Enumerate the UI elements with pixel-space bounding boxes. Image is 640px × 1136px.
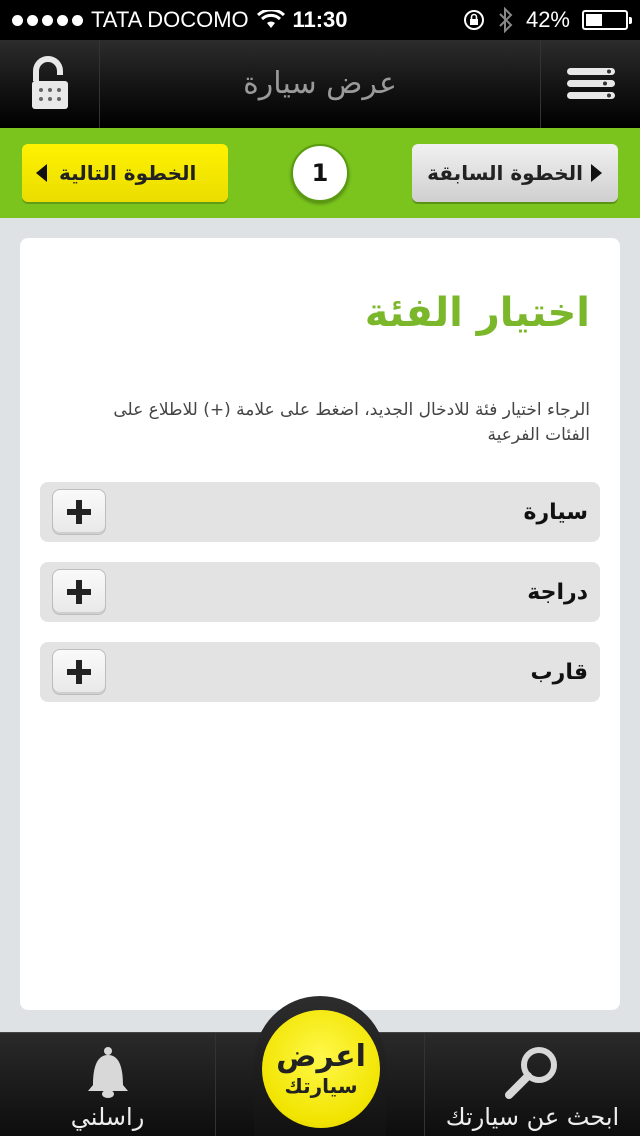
- tab-contact[interactable]: [0, 1033, 216, 1136]
- status-bar: [0, 0, 640, 40]
- step-bar: [0, 128, 640, 218]
- lock-open-icon: [28, 55, 72, 113]
- next-step-button[interactable]: [22, 144, 228, 202]
- category-row-bike[interactable]: [40, 562, 600, 622]
- tab-search[interactable]: [424, 1033, 640, 1136]
- section-title: اختيار الفئة: [364, 290, 590, 336]
- step-number-indicator: 1: [291, 144, 349, 202]
- menu-button[interactable]: [540, 40, 640, 128]
- category-label: قارب: [530, 659, 588, 685]
- sell-car-button[interactable]: [262, 1010, 380, 1128]
- section-description: الرجاء اختيار فئة للادخال الجديد، اضغط على علامة (+) للاطلاع على الفئات الفرعية: [113, 400, 590, 445]
- category-card: [20, 238, 620, 1010]
- expand-button[interactable]: [52, 649, 106, 695]
- category-row-car[interactable]: [40, 482, 600, 542]
- category-label: سيارة: [523, 499, 588, 525]
- page-title: عرض سيارة: [243, 66, 397, 101]
- battery-percent: 42%: [525, 7, 570, 32]
- arrow-right-icon: [591, 164, 602, 182]
- plus-icon: [66, 499, 92, 525]
- previous-step-button[interactable]: [412, 144, 618, 202]
- tab-contact-label: راسلني: [70, 1103, 145, 1131]
- signal-strength-icon: [12, 15, 83, 26]
- plus-icon: [66, 659, 92, 685]
- battery-icon: [582, 10, 628, 30]
- carrier-name: TATA DOCOMO: [91, 7, 249, 32]
- sell-car-label-line1: اعرض: [276, 1039, 366, 1074]
- wifi-icon: [257, 10, 285, 30]
- search-icon: [501, 1045, 565, 1099]
- bluetooth-icon: [498, 7, 514, 33]
- navigation-bar: [0, 40, 640, 128]
- next-step-label: الخطوة التالية: [59, 161, 197, 185]
- status-time: 11:30: [292, 7, 348, 32]
- arrow-left-icon: [36, 164, 47, 182]
- previous-step-label: الخطوة السابقة: [427, 161, 583, 185]
- sell-car-label-line2: سيارتك: [284, 1074, 358, 1098]
- tab-search-label: ابحث عن سيارتك: [445, 1103, 620, 1131]
- unlock-button[interactable]: [0, 40, 100, 128]
- bell-icon: [81, 1045, 135, 1099]
- rotation-lock-icon: [462, 8, 486, 32]
- menu-icon: [565, 66, 617, 102]
- category-row-boat[interactable]: [40, 642, 600, 702]
- plus-icon: [66, 579, 92, 605]
- category-label: دراجة: [527, 579, 588, 605]
- expand-button[interactable]: [52, 569, 106, 615]
- expand-button[interactable]: [52, 489, 106, 535]
